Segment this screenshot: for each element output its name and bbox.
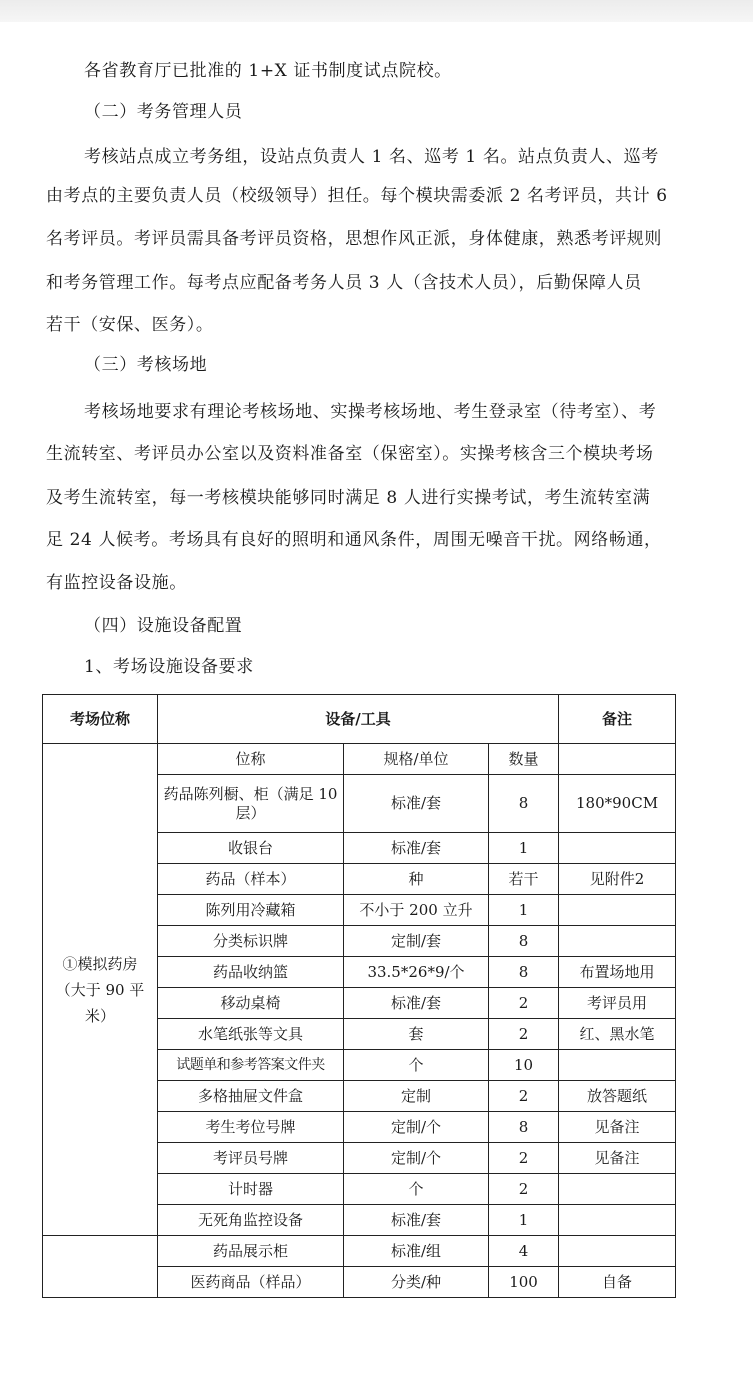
equipment-spec: 不小于 200 立升 — [344, 895, 489, 926]
equipment-spec: 定制/套 — [344, 926, 489, 957]
table-row — [43, 1236, 676, 1267]
section-heading: （二）考务管理人员 — [84, 102, 243, 122]
equipment-remark: 红、黑水笔 — [559, 1019, 676, 1050]
equipment-name: 移动桌椅 — [158, 988, 344, 1019]
equipment-name: 无死角监控设备 — [158, 1205, 344, 1236]
equipment-name: 位称 — [158, 744, 344, 775]
equipment-remark: 见备注 — [559, 1143, 676, 1174]
equipment-name: 多格抽屉文件盒 — [158, 1081, 344, 1112]
equipment-name: 药品收纳篮 — [158, 957, 344, 988]
equipment-qty: 若干 — [489, 864, 559, 895]
equipment-remark — [559, 1174, 676, 1205]
equipment-spec: 定制/个 — [344, 1143, 489, 1174]
equipment-name: 医药商品（样品） — [158, 1267, 344, 1298]
equipment-qty: 2 — [489, 1174, 559, 1205]
equipment-name: 考评员号牌 — [158, 1143, 344, 1174]
paragraph-line: 和考务管理工作。每考点应配备考务人员 3 人（含技术人员），后勤保障人员 — [46, 273, 642, 293]
equipment-spec: 分类/种 — [344, 1267, 489, 1298]
equipment-qty: 2 — [489, 988, 559, 1019]
equipment-remark: 180*90CM — [559, 775, 676, 833]
equipment-spec: 个 — [344, 1050, 489, 1081]
equipment-spec: 定制 — [344, 1081, 489, 1112]
paragraph-line: 名考评员。考评员需具备考评员资格，思想作风正派，身体健康，熟悉考评规则 — [46, 229, 662, 249]
equipment-qty: 4 — [489, 1236, 559, 1267]
equipment-name: 考生考位号牌 — [158, 1112, 344, 1143]
equipment-spec: 标准/套 — [344, 775, 489, 833]
equipment-remark — [559, 744, 676, 775]
paragraph-line: 考核站点成立考务组，设站点负责人 1 名、巡考 1 名。站点负责人、巡考 — [84, 147, 659, 167]
equipment-remark: 见附件2 — [559, 864, 676, 895]
equipment-spec: 套 — [344, 1019, 489, 1050]
equipment-qty: 2 — [489, 1019, 559, 1050]
equipment-spec: 种 — [344, 864, 489, 895]
equipment-spec: 标准/套 — [344, 1205, 489, 1236]
equipment-name: 药品陈列橱、柜（满足 10 层） — [158, 775, 344, 833]
equipment-remark: 考评员用 — [559, 988, 676, 1019]
location-label: ①模拟药房（大于 90 平米） — [55, 954, 145, 1025]
paragraph-line: 若干（安保、医务）。 — [46, 315, 214, 335]
equipment-name: 药品展示柜 — [158, 1236, 344, 1267]
equipment-remark — [559, 895, 676, 926]
section-heading: （三）考核场地 — [84, 355, 208, 375]
location-cell — [43, 1236, 158, 1298]
equipment-qty: 8 — [489, 957, 559, 988]
subsection-heading: 1、考场设施设备要求 — [84, 657, 254, 677]
paragraph-line: 考核场地要求有理论考核场地、实操考核场地、考生登录室（待考室）、考 — [84, 402, 657, 422]
section-heading: （四）设施设备配置 — [84, 616, 243, 636]
equipment-remark — [559, 833, 676, 864]
equipment-spec: 标准/组 — [344, 1236, 489, 1267]
equipment-qty: 2 — [489, 1081, 559, 1112]
equipment-name: 分类标识牌 — [158, 926, 344, 957]
location-cell — [43, 744, 158, 1236]
equipment-qty: 1 — [489, 1205, 559, 1236]
paragraph-line: 由考点的主要负责人员（校级领导）担任。每个模块需委派 2 名考评员，共计 6 — [46, 186, 668, 206]
viewer-top-bar — [0, 0, 753, 22]
equipment-spec: 个 — [344, 1174, 489, 1205]
paragraph-text: 各省教育厅已批准的 1+X 证书制度试点院校。 — [84, 61, 452, 81]
table-row — [43, 744, 676, 775]
equipment-remark — [559, 1050, 676, 1081]
header-equipment: 设备/工具 — [158, 695, 559, 744]
equipment-remark — [559, 1205, 676, 1236]
equipment-name: 陈列用冷藏箱 — [158, 895, 344, 926]
equipment-qty: 8 — [489, 775, 559, 833]
equipment-spec: 标准/套 — [344, 988, 489, 1019]
equipment-name: 药品（样本） — [158, 864, 344, 895]
equipment-remark: 自备 — [559, 1267, 676, 1298]
equipment-remark: 布置场地用 — [559, 957, 676, 988]
equipment-spec: 定制/个 — [344, 1112, 489, 1143]
equipment-table — [42, 694, 676, 1298]
equipment-qty: 8 — [489, 926, 559, 957]
equipment-qty: 1 — [489, 833, 559, 864]
paragraph-line: 有监控设备设施。 — [46, 573, 187, 593]
equipment-name: 收银台 — [158, 833, 344, 864]
equipment-qty: 1 — [489, 895, 559, 926]
header-remark: 备注 — [559, 695, 676, 744]
equipment-spec: 33.5*26*9/个 — [344, 957, 489, 988]
paragraph-line: 及考生流转室，每一考核模块能够同时满足 8 人进行实操考试，考生流转室满 — [46, 488, 651, 508]
equipment-remark — [559, 926, 676, 957]
equipment-name: 试题单和参考答案文件夹 — [158, 1050, 344, 1081]
equipment-remark — [559, 1236, 676, 1267]
equipment-qty: 2 — [489, 1143, 559, 1174]
equipment-qty: 100 — [489, 1267, 559, 1298]
equipment-qty: 10 — [489, 1050, 559, 1081]
equipment-qty: 8 — [489, 1112, 559, 1143]
equipment-spec: 规格/单位 — [344, 744, 489, 775]
equipment-name: 计时器 — [158, 1174, 344, 1205]
table-header-row — [43, 695, 676, 744]
equipment-spec: 标准/套 — [344, 833, 489, 864]
equipment-remark: 见备注 — [559, 1112, 676, 1143]
equipment-name: 水笔纸张等文具 — [158, 1019, 344, 1050]
equipment-remark: 放答题纸 — [559, 1081, 676, 1112]
equipment-table-wrapper — [42, 694, 675, 1298]
header-location: 考场位称 — [43, 695, 158, 744]
paragraph-line: 生流转室、考评员办公室以及资料准备室（保密室）。实操考核含三个模块考场 — [46, 444, 654, 464]
equipment-qty: 数量 — [489, 744, 559, 775]
paragraph-line: 足 24 人候考。考场具有良好的照明和通风条件，周围无噪音干扰。网络畅通， — [46, 530, 662, 550]
